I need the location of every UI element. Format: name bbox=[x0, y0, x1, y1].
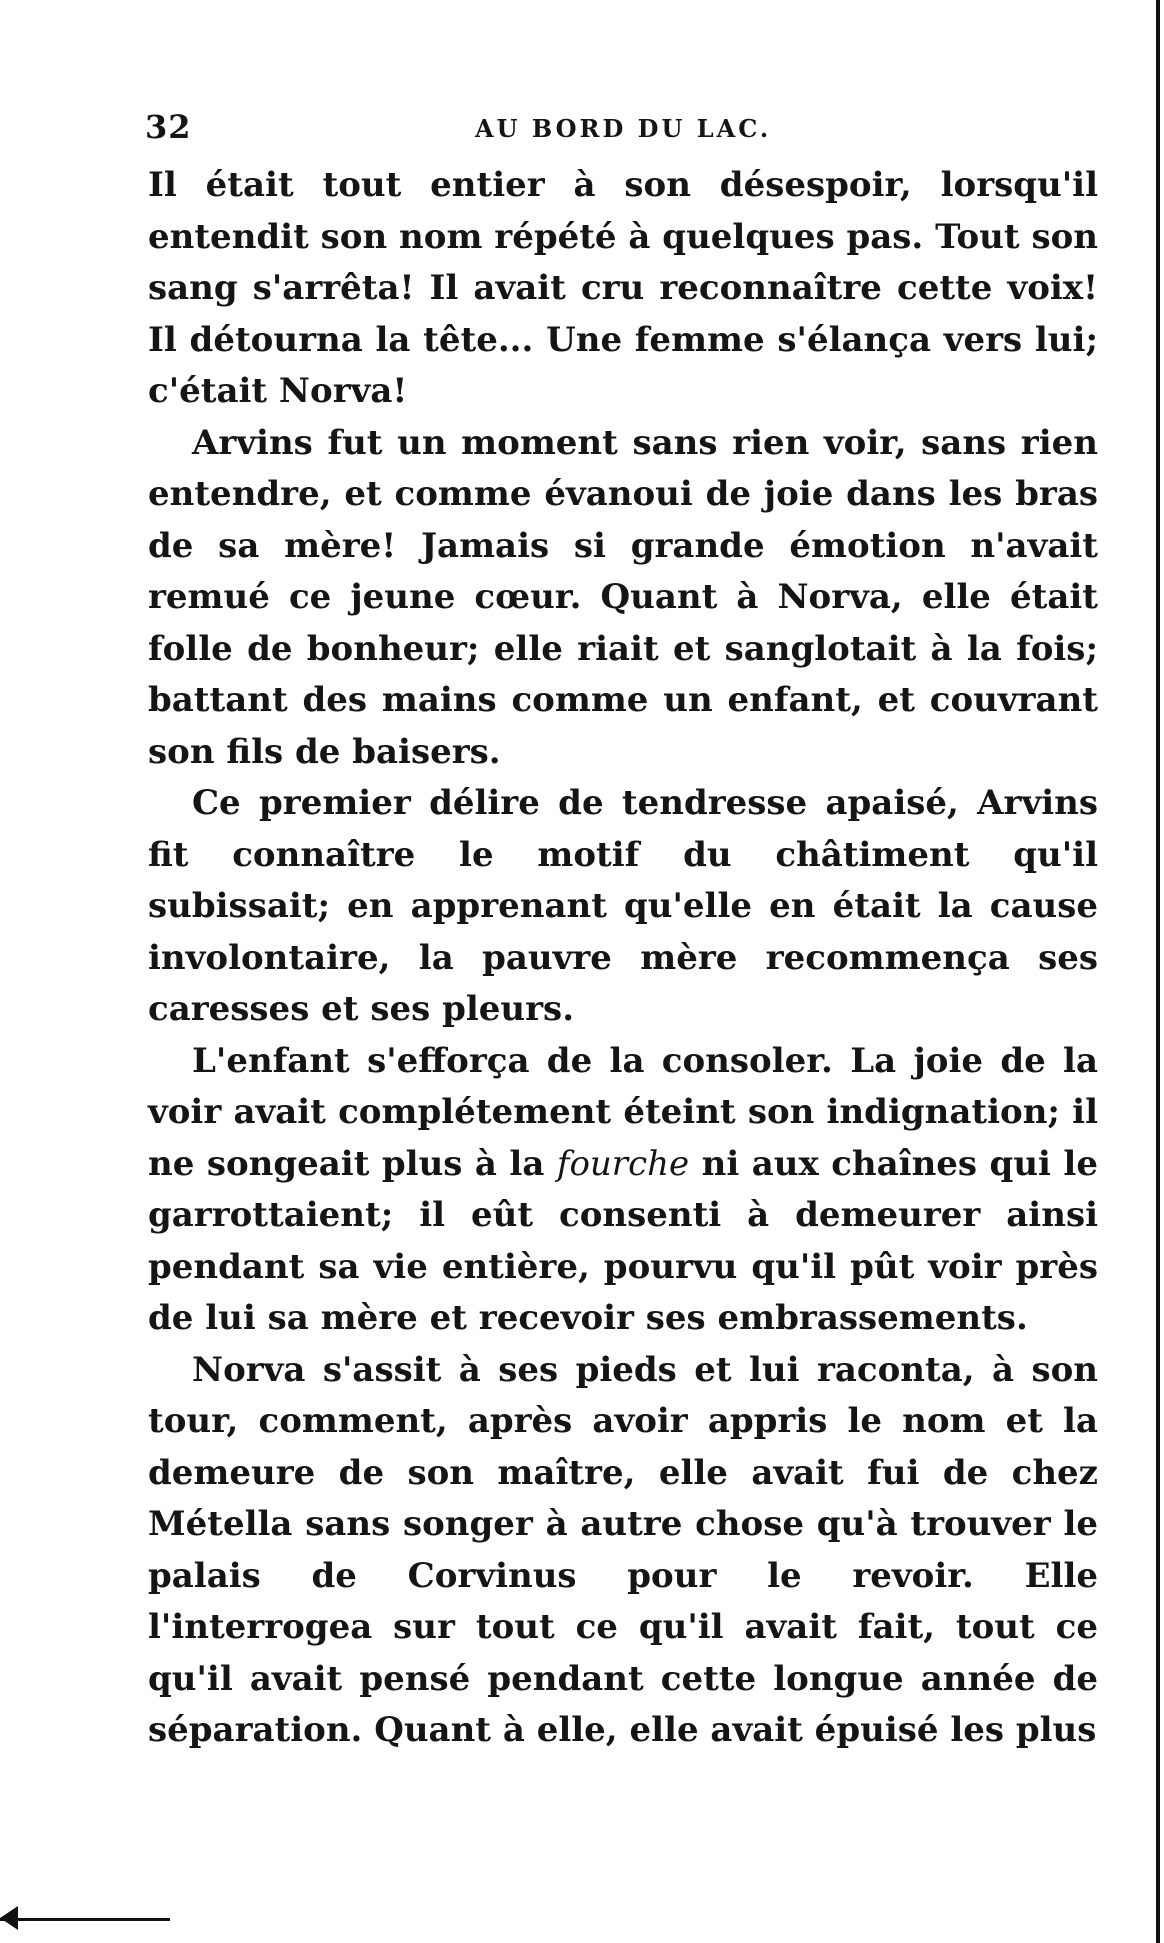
page-number: 32 bbox=[145, 108, 192, 146]
paragraph-5-text: Norva s'assit à ses pieds et lui raconta, à son tour, comment, après avoir appris le nom et la demeure de son maître, elle avait fui de chez Métella sans songer à autre chose qu'à trouver le palais de Corvinus pour le revoir. Elle l'interrogea sur tout ce qu'il avait fait, tout ce qu'il avait pensé pendant cette longue année de séparation. Quant à elle, elle avait épuisé les plus bbox=[148, 1349, 1098, 1750]
paragraph-1 bbox=[148, 160, 1098, 418]
paragraph-2 bbox=[148, 418, 1098, 779]
page-edge-line bbox=[1156, 0, 1160, 1943]
paragraph-4-text-before: L'enfant s'efforça de la consoler. La joie de la voir avait complétement éteint son indignation; il ne songeait plus à la bbox=[148, 1040, 1098, 1184]
paragraph-1-text: Il était tout entier à son désespoir, lorsqu'il entendit son nom répété à quelques pas. Tout son sang s'arrêta! Il avait cru reconnaître cette voix! Il détourna la tête... Une femme s'élança vers lui; c'était Norva! bbox=[148, 165, 1098, 411]
paragraph-2-text: Arvins fut un moment sans rien voir, sans rien entendre, et comme évanoui de joie dans les bras de sa mère! Jamais si grande émotion n'avait remué ce jeune cœur. Quant à Norva, elle était folle de bonheur; elle riait et sanglotait à la fois; battant des mains comme un enfant, et couvrant son fils de baisers. bbox=[148, 422, 1098, 772]
running-title: AU BORD DU LAC. bbox=[475, 114, 772, 143]
paragraph-5 bbox=[148, 1345, 1098, 1757]
paragraph-3-text: Ce premier délire de tendresse apaisé, Arvins fit connaître le motif du châtiment qu'il subissait; en apprenant qu'elle en était la cause involontaire, la pauvre mère recommença ses caresses et ses pleurs. bbox=[148, 783, 1098, 1029]
paragraph-4-text-after: ni aux chaînes qui le garrottaient; il eût consenti à demeurer ainsi pendant sa vie entière, pourvu qu'il pût voir près de lui sa mère et recevoir ses embrassements. bbox=[148, 1143, 1098, 1338]
body-text bbox=[148, 160, 1098, 1757]
corner-rule-mark bbox=[0, 1918, 170, 1921]
paragraph-4 bbox=[148, 1036, 1098, 1345]
paragraph-3 bbox=[148, 778, 1098, 1036]
paragraph-4-emphasis: fourche bbox=[556, 1143, 690, 1184]
page-header bbox=[145, 108, 1103, 148]
